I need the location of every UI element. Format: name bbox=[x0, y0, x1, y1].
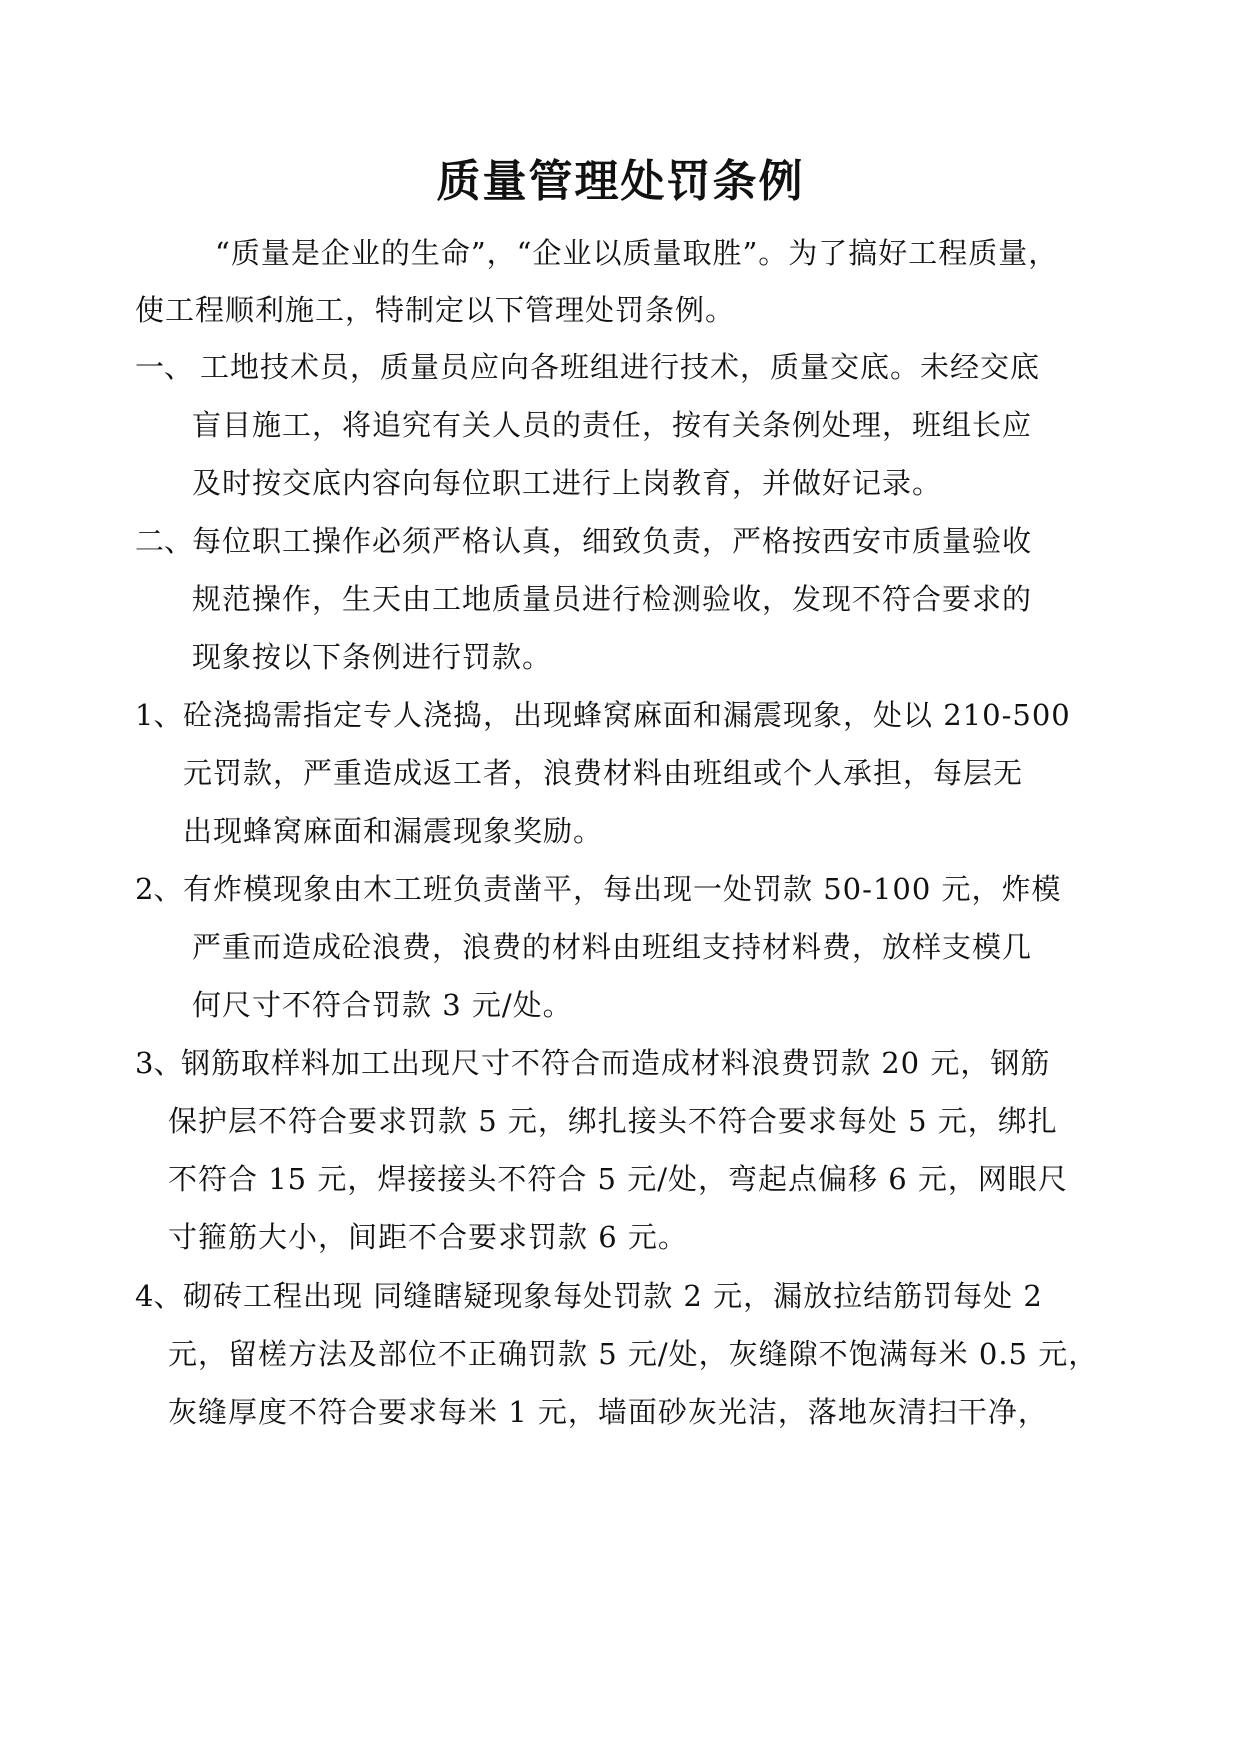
section-1-line-1: 工地技术员，质量员应向各班组进行技术，质量交底。未经交底 bbox=[200, 350, 1041, 384]
intro-line-2: 使工程顺利施工，特制定以下管理处罚条例。 bbox=[135, 293, 736, 327]
item-marker-4: 4、 bbox=[135, 1279, 183, 1313]
item-marker-3: 3、 bbox=[135, 1046, 183, 1080]
item-2-line-1: 有炸模现象由木工班负责凿平，每出现一处罚款 50-100 元，炸模 bbox=[183, 872, 1062, 906]
item-4-line-2: 元，留槎方法及部位不正确罚款 5 元/处，灰缝隙不饱满每米 0.5 元， bbox=[168, 1337, 1099, 1371]
item-marker-2: 2、 bbox=[135, 872, 183, 906]
section-2-line-2: 规范操作，生天由工地质量员进行检测验收，发现不符合要求的 bbox=[192, 582, 1033, 616]
item-4-line-1: 砌砖工程出现 同缝瞎疑现象每处罚款 2 元，漏放拉结筋罚每处 2 bbox=[183, 1279, 1043, 1313]
section-2-line-1: 每位职工操作必须严格认真，细致负责，严格按西安市质量验收 bbox=[192, 524, 1033, 558]
section-1-line-3: 及时按交底内容向每位职工进行上岗教育，并做好记录。 bbox=[192, 466, 943, 500]
item-1-line-1: 砼浇捣需指定专人浇捣，出现蜂窝麻面和漏震现象，处以 210-500 bbox=[183, 698, 1071, 732]
section-1-line-2: 盲目施工，将追究有关人员的责任，按有关条例处理，班组长应 bbox=[192, 408, 1033, 442]
item-3-line-3: 不符合 15 元，焊接接头不符合 5 元/处，弯起点偏移 6 元，网眼尺 bbox=[168, 1162, 1068, 1196]
item-2-line-2: 严重而造成砼浪费，浪费的材料由班组支持材料费，放样支模几 bbox=[192, 930, 1033, 964]
item-1-line-2: 元罚款，严重造成返工者，浪费材料由班组或个人承担，每层无 bbox=[183, 756, 1024, 790]
item-4-line-3: 灰缝厚度不符合要求每米 1 元，墙面砂灰光洁，落地灰清扫干净， bbox=[168, 1395, 1048, 1429]
item-3-line-2: 保护层不符合要求罚款 5 元，绑扎接头不符合要求每处 5 元，绑扎 bbox=[168, 1104, 1058, 1138]
document-title: 质量管理处罚条例 bbox=[436, 156, 805, 207]
item-2-line-3: 何尺寸不符合罚款 3 元/处。 bbox=[192, 988, 573, 1022]
section-marker-1: 一、 bbox=[135, 350, 194, 384]
item-3-line-1: 钢筋取样料加工出现尺寸不符合而造成材料浪费罚款 20 元，钢筋 bbox=[181, 1046, 1051, 1080]
section-marker-2: 二、 bbox=[135, 524, 194, 558]
item-3-line-4: 寸箍筋大小，间距不合要求罚款 6 元。 bbox=[168, 1220, 688, 1254]
intro-line-1: “质量是企业的生命”，“企业以质量取胜”。为了搞好工程质量， bbox=[215, 236, 1059, 270]
item-marker-1: 1、 bbox=[135, 698, 183, 732]
section-2-line-3: 现象按以下条例进行罚款。 bbox=[192, 640, 553, 674]
item-1-line-3: 出现蜂窝麻面和漏震现象奖励。 bbox=[183, 814, 604, 848]
